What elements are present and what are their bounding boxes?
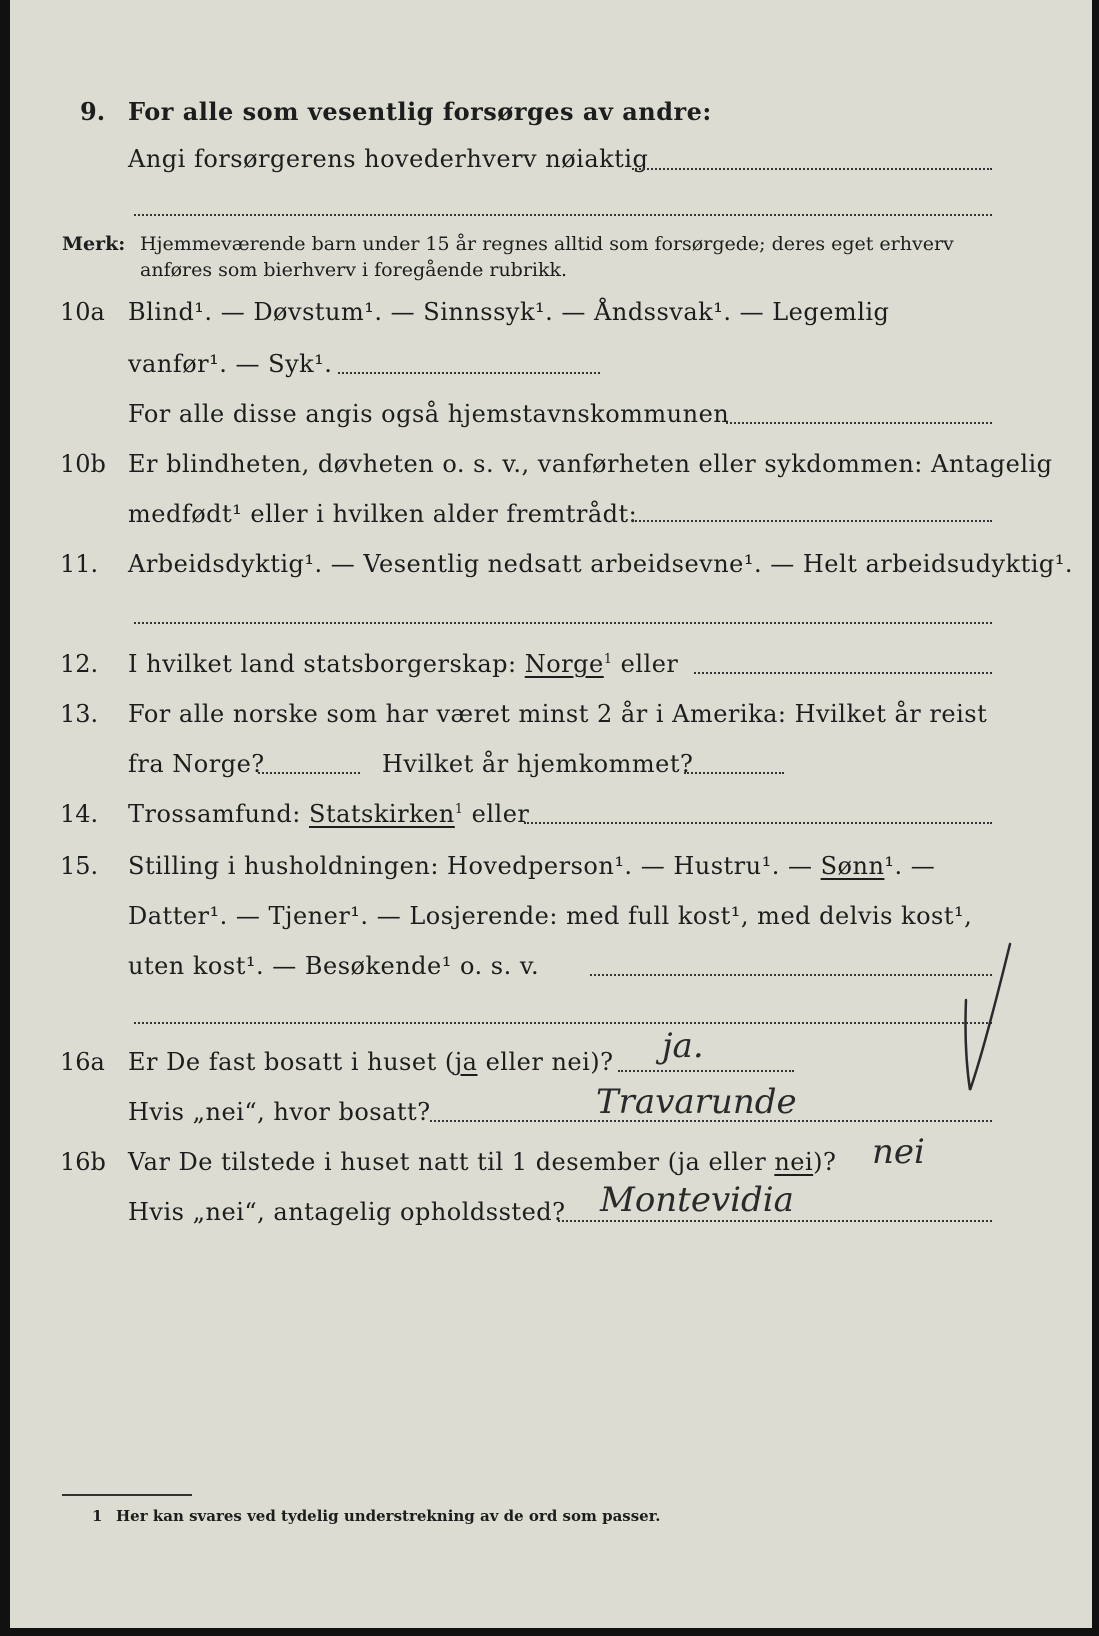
q15-line1-post: ¹. — <box>884 852 936 880</box>
q9-number: 9. <box>80 97 106 126</box>
q16a-handwritten-answer: ja. <box>662 1026 704 1066</box>
q12-post: eller <box>612 650 679 678</box>
q10a-answer-line[interactable] <box>338 372 600 374</box>
q14-underlined-statskirken: Statskirken <box>309 800 455 828</box>
q16b-number: 16b <box>60 1148 106 1176</box>
q15-answer-line-2[interactable] <box>134 1022 992 1024</box>
q14-pre: Trossamfund: <box>128 800 310 828</box>
merk-line1: Hjemmeværende barn under 15 år regnes alltid som forsørgede; deres eget erhverv <box>140 233 954 255</box>
q16a-number: 16a <box>60 1048 105 1076</box>
q16a-line2: Hvis „nei“, hvor bosatt? <box>128 1098 431 1126</box>
footnote-rule <box>62 1494 192 1496</box>
q16a-handwritten-bosatt: Travarunde <box>596 1082 797 1122</box>
q16a-line1-post: eller nei)? <box>477 1048 614 1076</box>
q16a-line1-pre: Er De fast bosatt i huset ( <box>128 1048 455 1076</box>
q12-number: 12. <box>60 650 99 678</box>
q14-number: 14. <box>60 800 99 828</box>
q10b-number: 10b <box>60 450 106 478</box>
q15-answer-line[interactable] <box>590 974 992 976</box>
merk-label: Merk: <box>62 233 126 255</box>
q14-footnote-mark: 1 <box>454 802 464 817</box>
q16b-line2: Hvis „nei“, antagelig opholdssted? <box>128 1198 566 1226</box>
q11-line1: Arbeidsdyktig¹. — Vesentlig nedsatt arbeidsevne¹. — Helt arbeidsudyktig¹. <box>128 550 1074 578</box>
q13-line2a: fra Norge? <box>128 750 265 778</box>
q9-line2: Angi forsørgerens hovederhverv nøiaktig <box>128 145 649 173</box>
q10a-number: 10a <box>60 298 105 326</box>
q15-underlined-sonn: Sønn <box>820 852 885 880</box>
q15-line1 <box>128 852 935 880</box>
q16b-line1-pre: Var De tilstede i huset natt til 1 desember (ja eller <box>128 1148 775 1176</box>
q12-answer-line[interactable] <box>694 672 992 674</box>
q13-hjemkommet-answer-line[interactable] <box>684 772 784 774</box>
q15-number: 15. <box>60 852 99 880</box>
handwritten-check-mark <box>950 940 1030 1100</box>
merk-line2: anføres som bierhverv i foregående rubrikk. <box>140 259 568 281</box>
q16b-line1 <box>128 1148 836 1176</box>
census-form-page <box>10 0 1092 1628</box>
q9-answer-line[interactable] <box>632 168 992 170</box>
q12-underlined-norge: Norge <box>524 650 604 678</box>
q16b-opholdssted-answer-line[interactable] <box>558 1220 992 1222</box>
q11-number: 11. <box>60 550 99 578</box>
q15-line3: uten kost¹. — Besøkende¹ o. s. v. <box>128 952 540 980</box>
q16a-answer-line[interactable] <box>618 1070 794 1072</box>
q14-post: eller <box>463 800 530 828</box>
q16a-line1 <box>128 1048 614 1076</box>
q9-answer-line-2[interactable] <box>134 214 992 216</box>
q10b-line1: Er blindheten, døvheten o. s. v., vanførheten eller sykdommen: Antagelig <box>128 450 1053 478</box>
q13-number: 13. <box>60 700 99 728</box>
q10b-line2: medfødt¹ eller i hvilken alder fremtrådt: <box>128 500 638 528</box>
q9-line1: For alle som vesentlig forsørges av andre: <box>128 97 712 126</box>
q16b-line1-post: )? <box>813 1148 837 1176</box>
q10a-line3: For alle disse angis også hjemstavnskommunen <box>128 400 730 428</box>
q11-answer-line[interactable] <box>134 622 992 624</box>
footnote-mark: 1 <box>92 1507 103 1525</box>
q16b-handwritten-opholdssted: Montevidia <box>600 1180 794 1220</box>
q16b-underlined-nei: nei <box>774 1148 814 1176</box>
q10b-answer-line[interactable] <box>632 520 992 522</box>
q12-pre: I hvilket land statsborgerskap: <box>128 650 525 678</box>
q10a-hjemstavn-line[interactable] <box>726 422 992 424</box>
q15-line2: Datter¹. — Tjener¹. — Losjerende: med full kost¹, med delvis kost¹, <box>128 902 973 930</box>
q10a-line2: vanfør¹. — Syk¹. <box>128 350 333 378</box>
q15-line1-pre: Stilling i husholdningen: Hovedperson¹. — Hustru¹. — <box>128 852 821 880</box>
footnote-text: Her kan svares ved tydelig understrekning av de ord som passer. <box>116 1507 661 1525</box>
q16a-underlined-ja: ja <box>454 1048 478 1076</box>
q14-text <box>128 800 529 828</box>
q12-text <box>128 650 678 678</box>
q12-footnote-mark: 1 <box>603 652 613 667</box>
q13-line2b: Hvilket år hjemkommet? <box>382 750 694 778</box>
q13-reist-answer-line[interactable] <box>258 772 360 774</box>
q13-line1: For alle norske som har været minst 2 år i Amerika: Hvilket år reist <box>128 700 988 728</box>
q16b-handwritten-answer: nei <box>872 1132 925 1172</box>
q14-answer-line[interactable] <box>524 822 992 824</box>
q10a-line1: Blind¹. — Døvstum¹. — Sinnssyk¹. — Åndssvak¹. — Legemlig <box>128 298 890 326</box>
